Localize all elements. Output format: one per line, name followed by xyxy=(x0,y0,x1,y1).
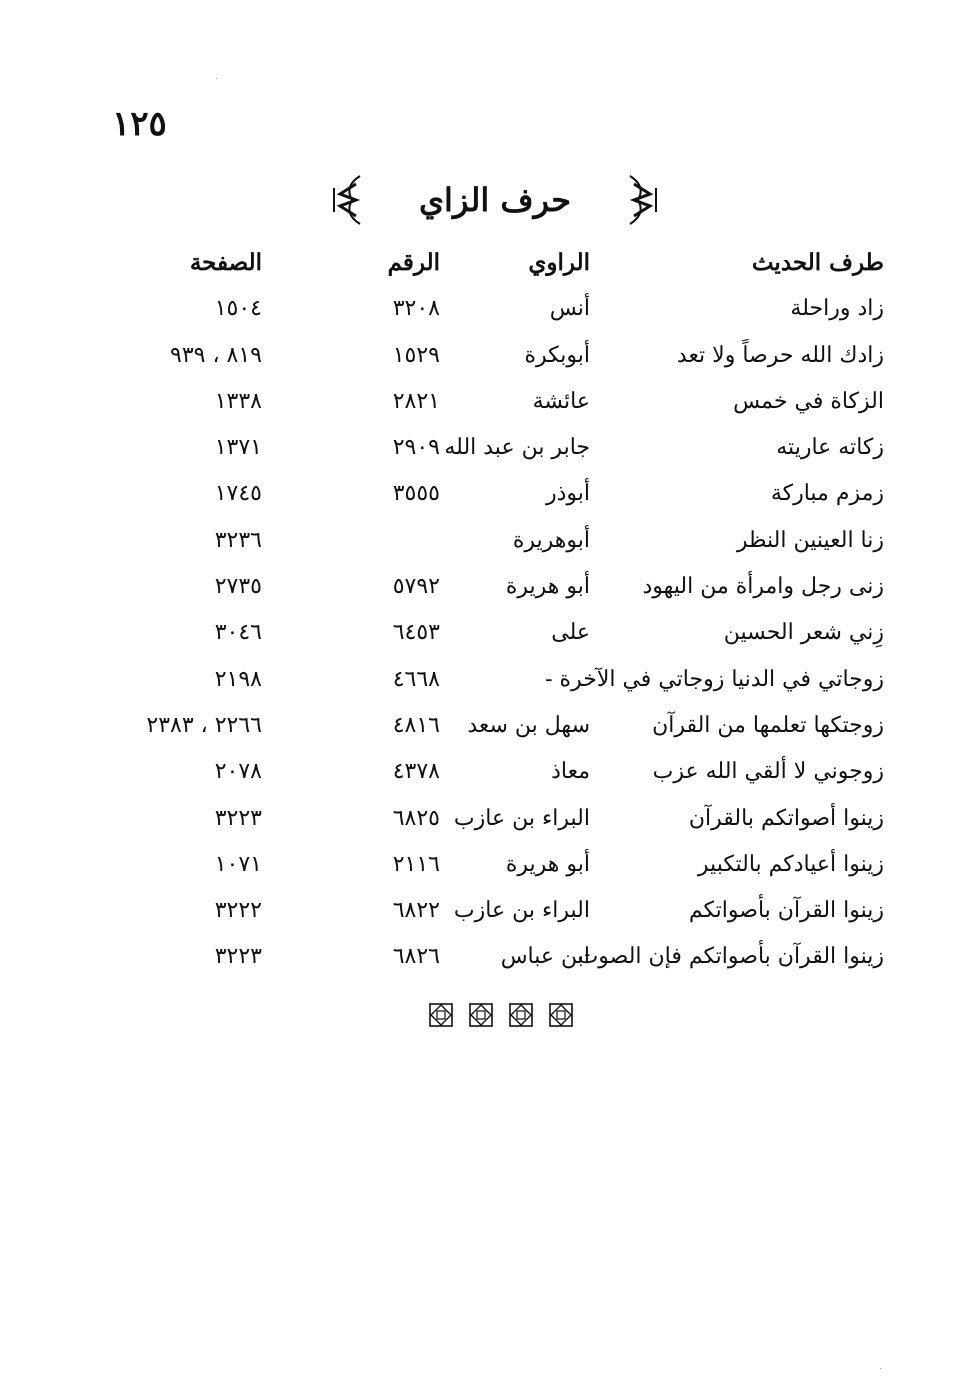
table-body xyxy=(120,286,890,980)
table-row xyxy=(120,657,890,703)
table-row xyxy=(120,934,890,980)
hadith-text: زاد وراحلة xyxy=(790,296,884,322)
table-row xyxy=(120,286,890,332)
table-row xyxy=(120,749,890,795)
page-reference: ٣٢٢٣ xyxy=(214,944,262,970)
table-row xyxy=(120,796,890,842)
hadith-number: ٢٨٢١ xyxy=(392,388,440,414)
page-reference: ٣٠٤٦ xyxy=(214,620,262,646)
page-reference: ٣٢٢٣ xyxy=(214,805,262,831)
hadith-text: زوجوني لا ألقي الله عزب xyxy=(652,759,884,785)
page-reference: ٣٢٣٦ xyxy=(214,527,262,553)
table-row xyxy=(120,379,890,425)
page-reference: ١٧٤٥ xyxy=(214,481,262,507)
page-reference: ٢٠٧٨ xyxy=(214,759,262,785)
header-hadith: طرف الحديث xyxy=(751,249,884,276)
narrator-text: أبوذر xyxy=(545,481,590,507)
table-row xyxy=(120,333,890,379)
left-ornament-icon xyxy=(330,172,364,228)
hadith-number: ٦٨٢٥ xyxy=(392,805,440,831)
table-row xyxy=(120,842,890,888)
hadith-text: زوجاتي في الدنيا زوجاتي في الآخرة - xyxy=(545,666,884,692)
hadith-text: زوجتكها تعلمها من القرآن xyxy=(652,712,884,738)
narrator-text: ابن عباس xyxy=(500,944,590,970)
hadith-text: زنا العينين النظر xyxy=(736,527,884,553)
header-number: الرقم xyxy=(387,249,440,276)
hadith-number: ٦٨٢٦ xyxy=(392,944,440,970)
table-header xyxy=(120,240,890,286)
hadith-number: ٤٣٧٨ xyxy=(392,759,440,785)
hadith-number: ٦٨٢٢ xyxy=(392,898,440,924)
table-row xyxy=(120,610,890,656)
table-row xyxy=(120,564,890,610)
narrator-text: أبوبكرة xyxy=(524,342,590,368)
hadith-text: زكاته عاريته xyxy=(776,435,884,461)
hadith-text: زينوا القرآن بأصواتكم xyxy=(688,898,884,924)
hadith-number: ٣٥٥٥ xyxy=(392,481,440,507)
narrator-text: أنس xyxy=(549,296,590,322)
narrator-text: أبو هريرة xyxy=(505,851,590,877)
page-reference: ١٣٧١ xyxy=(214,435,262,461)
table-row xyxy=(120,888,890,934)
hadith-number: ٣٢٠٨ xyxy=(392,296,440,322)
page-reference: ٢٢٦٦ ، ٢٣٨٣ xyxy=(146,712,262,738)
speck xyxy=(216,78,217,79)
hadith-index-table xyxy=(120,240,890,981)
page-reference: ٨١٩ ، ٩٣٩ xyxy=(170,342,262,368)
page-reference: ١٠٧١ xyxy=(214,851,262,877)
page-reference: ١٥٠٤ xyxy=(214,296,262,322)
page-reference: ٢١٩٨ xyxy=(214,666,262,692)
narrator-text: جابر بن عبد الله xyxy=(444,435,590,461)
page-reference: ١٣٣٨ xyxy=(214,388,262,414)
hadith-number: ٢١١٦ xyxy=(392,851,440,877)
table-row xyxy=(120,703,890,749)
page-number: ١٢٥ xyxy=(112,104,167,144)
narrator-text: عائشة xyxy=(532,388,590,414)
header-narrator: الراوي xyxy=(528,249,590,276)
hadith-number: ١٥٢٩ xyxy=(392,342,440,368)
narrator-text: البراء بن عازب xyxy=(453,805,590,831)
narrator-text: أبوهريرة xyxy=(512,527,590,553)
narrator-text: معاذ xyxy=(551,759,590,785)
end-ornaments xyxy=(428,1002,574,1028)
hadith-text: زينوا أعيادكم بالتكبير xyxy=(697,851,884,877)
ornament-star-icon xyxy=(468,1002,494,1028)
hadith-text: زينوا أصواتكم بالقرآن xyxy=(688,805,884,831)
hadith-text: زينوا القرآن بأصواتكم فإن الصوت xyxy=(577,944,884,970)
narrator-text: البراء بن عازب xyxy=(453,898,590,924)
narrator-text: على xyxy=(551,620,590,646)
hadith-text: زنى رجل وامرأة من اليهود xyxy=(642,574,884,600)
ornament-star-icon xyxy=(508,1002,534,1028)
hadith-number: ٤٦٦٨ xyxy=(392,666,440,692)
page-reference: ٢٧٣٥ xyxy=(214,574,262,600)
hadith-text: الزكاة في خمس xyxy=(733,388,884,414)
table-row xyxy=(120,425,890,471)
header-page: الصفحة xyxy=(189,249,262,276)
hadith-number: ٥٧٩٢ xyxy=(392,574,440,600)
table-row xyxy=(120,471,890,517)
ornament-star-icon xyxy=(428,1002,454,1028)
ornament-star-icon xyxy=(548,1002,574,1028)
narrator-text: أبو هريرة xyxy=(505,574,590,600)
hadith-number: ٦٤٥٣ xyxy=(392,620,440,646)
table-row xyxy=(120,518,890,564)
hadith-text: زادك الله حرصاً ولا تعد xyxy=(676,342,884,368)
hadith-number: ٤٨١٦ xyxy=(392,712,440,738)
narrator-text: سهل بن سعد xyxy=(467,712,590,738)
hadith-number: ٢٩٠٩ xyxy=(392,435,440,461)
chapter-title: حرف الزاي xyxy=(419,181,571,219)
hadith-text: زمزم مباركة xyxy=(770,481,884,507)
right-ornament-icon xyxy=(626,172,660,228)
speck xyxy=(880,1368,881,1369)
hadith-text: زِني شعر الحسين xyxy=(723,620,884,646)
page-reference: ٣٢٢٢ xyxy=(214,898,262,924)
chapter-heading xyxy=(330,168,660,232)
